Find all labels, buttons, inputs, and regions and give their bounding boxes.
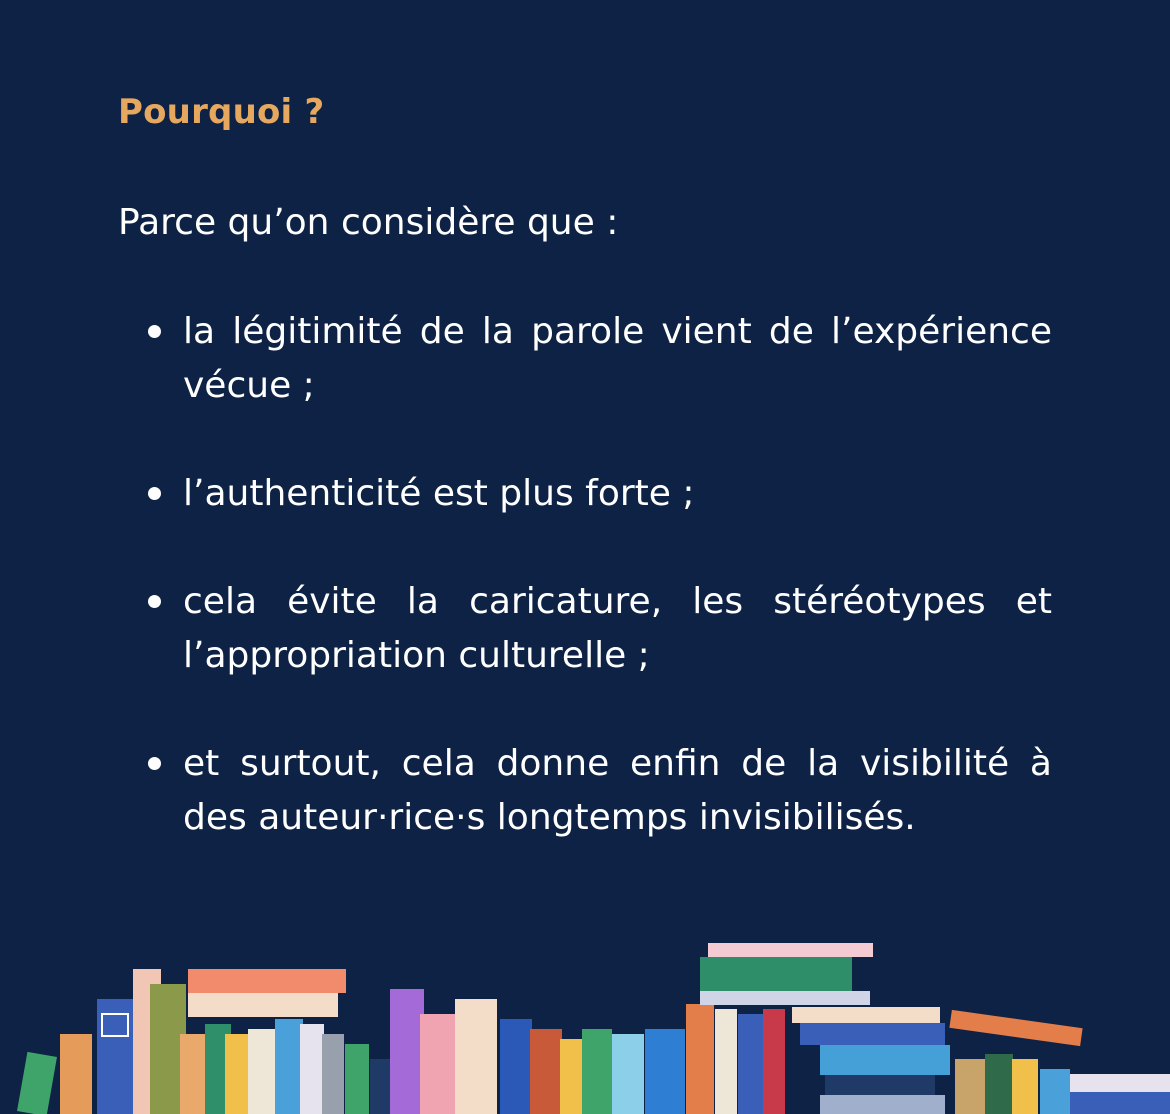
list-item-text: l’authenticité est plus forte ; xyxy=(183,473,695,514)
list-item-text: la légitimité de la parole vient de l’expérience vécue ; xyxy=(183,311,1052,406)
heading: Pourquoi ? xyxy=(118,92,325,132)
bullet-icon xyxy=(148,487,161,500)
reasons-list xyxy=(118,305,1052,899)
bookshelf-illustration xyxy=(0,939,1170,1114)
list-item xyxy=(118,575,1052,683)
bullet-icon xyxy=(148,757,161,770)
list-item xyxy=(118,467,1052,521)
bullet-icon xyxy=(148,325,161,338)
list-item xyxy=(118,737,1052,845)
intro-text: Parce qu’on considère que : xyxy=(118,202,619,243)
bullet-icon xyxy=(148,595,161,608)
list-item-text: cela évite la caricature, les stéréotypes et l’appropriation culturelle ; xyxy=(183,581,1052,676)
list-item xyxy=(118,305,1052,413)
list-item-text: et surtout, cela donne enfin de la visibilité à des auteur·rice·s longtemps invisibilisés. xyxy=(183,743,1052,838)
